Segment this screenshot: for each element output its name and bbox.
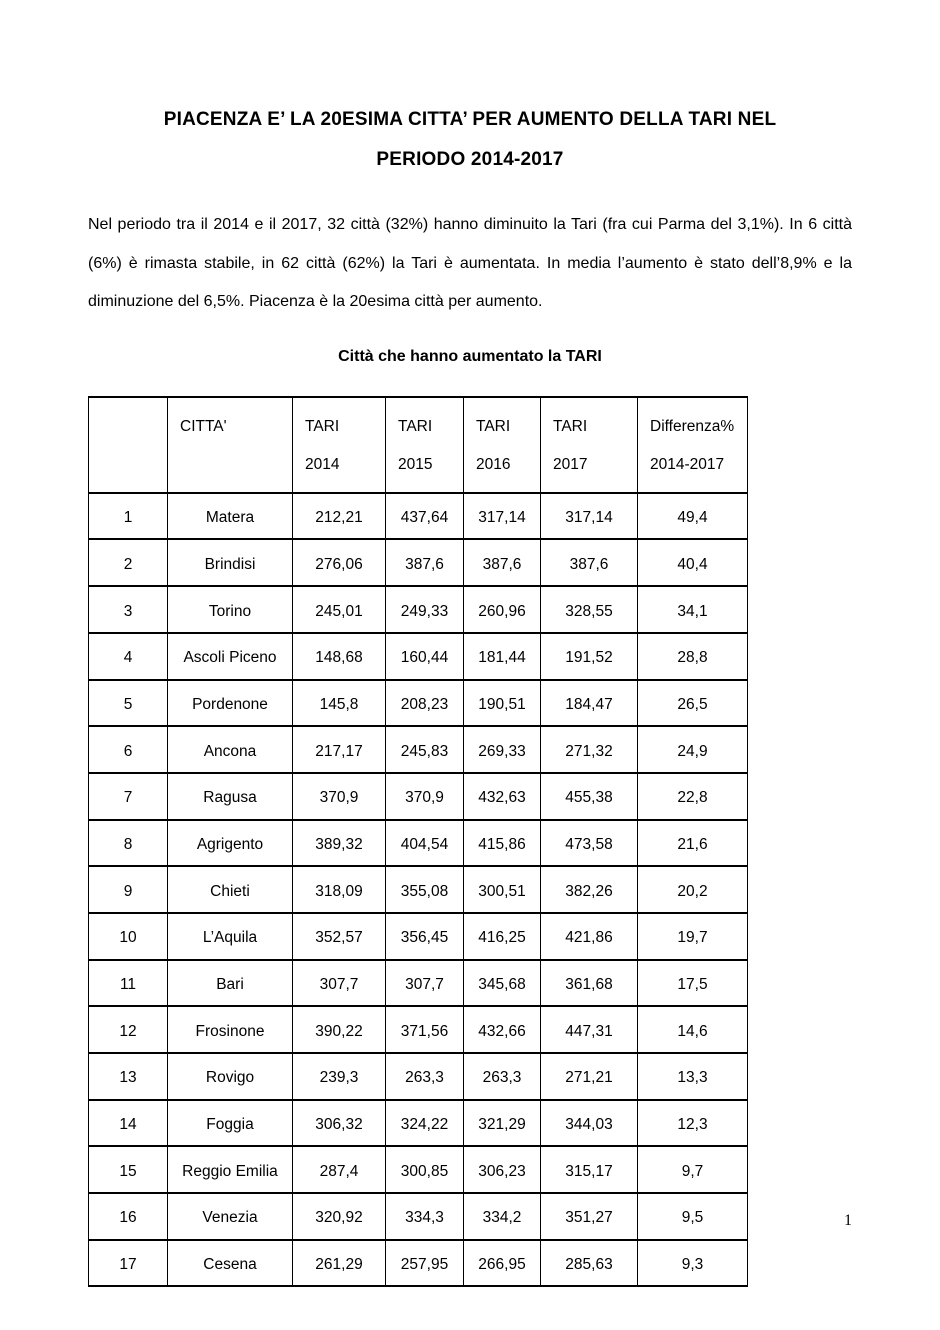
table-cell: 334,2 (464, 1193, 541, 1240)
table-cell: 344,03 (541, 1100, 638, 1147)
table-row (89, 773, 748, 820)
column-header: TARI 2017 (541, 397, 638, 493)
table-cell: 432,66 (464, 1006, 541, 1053)
table-cell: 455,38 (541, 773, 638, 820)
table-cell: 8 (89, 820, 168, 867)
table-cell: 217,17 (293, 726, 386, 773)
table-cell: Pordenone (168, 680, 293, 727)
table-cell: 181,44 (464, 633, 541, 680)
table-cell: 9,3 (638, 1240, 748, 1287)
table-cell: 12,3 (638, 1100, 748, 1147)
table-row (89, 960, 748, 1007)
table-cell: 318,09 (293, 866, 386, 913)
table-cell: 4 (89, 633, 168, 680)
table-cell: 14 (89, 1100, 168, 1147)
table-row (89, 820, 748, 867)
table-cell: 24,9 (638, 726, 748, 773)
table-cell: Foggia (168, 1100, 293, 1147)
table-cell: Ancona (168, 726, 293, 773)
table-cell: Venezia (168, 1193, 293, 1240)
table-cell: 26,5 (638, 680, 748, 727)
table-cell: 3 (89, 586, 168, 633)
table-cell: 28,8 (638, 633, 748, 680)
table-cell: 19,7 (638, 913, 748, 960)
table-cell: 320,92 (293, 1193, 386, 1240)
table-row (89, 1100, 748, 1147)
table-cell: 184,47 (541, 680, 638, 727)
table-cell: 306,23 (464, 1146, 541, 1193)
table-cell: 191,52 (541, 633, 638, 680)
table-cell: Torino (168, 586, 293, 633)
table-cell: 269,33 (464, 726, 541, 773)
table-cell: 355,08 (386, 866, 464, 913)
table-row (89, 493, 748, 540)
table-row (89, 539, 748, 586)
table-cell: 276,06 (293, 539, 386, 586)
table-cell: 15 (89, 1146, 168, 1193)
table-cell: 249,33 (386, 586, 464, 633)
table-cell: 2 (89, 539, 168, 586)
table-cell: 22,8 (638, 773, 748, 820)
table-cell: 10 (89, 913, 168, 960)
table-cell: Matera (168, 493, 293, 540)
table-cell: 285,63 (541, 1240, 638, 1287)
table-cell: 306,32 (293, 1100, 386, 1147)
table-cell: 263,3 (386, 1053, 464, 1100)
table-cell: 245,01 (293, 586, 386, 633)
table-cell: 300,51 (464, 866, 541, 913)
table-cell: 16 (89, 1193, 168, 1240)
table-cell: 317,14 (464, 493, 541, 540)
column-header: Differenza% 2014-2017 (638, 397, 748, 493)
table-cell: 387,6 (386, 539, 464, 586)
column-header: TARI 2014 (293, 397, 386, 493)
table-cell: 387,6 (541, 539, 638, 586)
table-cell: 263,3 (464, 1053, 541, 1100)
table-cell: Rovigo (168, 1053, 293, 1100)
table-cell: 415,86 (464, 820, 541, 867)
table-cell: Agrigento (168, 820, 293, 867)
document-content (88, 0, 852, 1287)
table-cell: 21,6 (638, 820, 748, 867)
table-cell: 287,4 (293, 1146, 386, 1193)
table-body (89, 493, 748, 1287)
table-cell: Ascoli Piceno (168, 633, 293, 680)
table-cell: 34,1 (638, 586, 748, 633)
table-cell: 190,51 (464, 680, 541, 727)
table-cell: 421,86 (541, 913, 638, 960)
table-cell: 40,4 (638, 539, 748, 586)
table-caption: Città che hanno aumentato la TARI (338, 347, 602, 365)
document-title (88, 100, 852, 180)
table-row (89, 1006, 748, 1053)
table-cell: 257,95 (386, 1240, 464, 1287)
table-cell: 13 (89, 1053, 168, 1100)
table-cell: 307,7 (386, 960, 464, 1007)
table-cell: Reggio Emilia (168, 1146, 293, 1193)
table-cell: 6 (89, 726, 168, 773)
table-cell: 361,68 (541, 960, 638, 1007)
table-row (89, 633, 748, 680)
tari-table (88, 396, 748, 1288)
column-header: TARI 2016 (464, 397, 541, 493)
table-cell: 324,22 (386, 1100, 464, 1147)
table-cell: 334,3 (386, 1193, 464, 1240)
table-cell: 317,14 (541, 493, 638, 540)
table-cell: 371,56 (386, 1006, 464, 1053)
document-title-line1: PIACENZA E’ LA 20ESIMA CITTA’ PER AUMENTO DELLA TARI NEL (163, 109, 777, 130)
table-cell: 351,27 (541, 1193, 638, 1240)
table-cell: 300,85 (386, 1146, 464, 1193)
table-cell: 389,32 (293, 820, 386, 867)
table-row (89, 1193, 748, 1240)
table-cell: 271,21 (541, 1053, 638, 1100)
table-row (89, 680, 748, 727)
table-cell: 17 (89, 1240, 168, 1287)
table-cell: 307,7 (293, 960, 386, 1007)
table-cell: Ragusa (168, 773, 293, 820)
table-cell: 5 (89, 680, 168, 727)
table-cell: 1 (89, 493, 168, 540)
table-cell: 49,4 (638, 493, 748, 540)
table-cell: 271,32 (541, 726, 638, 773)
table-cell: 404,54 (386, 820, 464, 867)
table-cell: 14,6 (638, 1006, 748, 1053)
table-cell: 370,9 (293, 773, 386, 820)
table-cell: 432,63 (464, 773, 541, 820)
table-cell: 17,5 (638, 960, 748, 1007)
table-cell: 328,55 (541, 586, 638, 633)
table-header-row (89, 397, 748, 493)
table-cell: L’Aquila (168, 913, 293, 960)
table-row (89, 726, 748, 773)
table-cell: Frosinone (168, 1006, 293, 1053)
table-cell: 9,7 (638, 1146, 748, 1193)
table-cell: 260,96 (464, 586, 541, 633)
table-cell: 7 (89, 773, 168, 820)
table-cell: 437,64 (386, 493, 464, 540)
table-row (89, 586, 748, 633)
table-cell: 473,58 (541, 820, 638, 867)
table-cell: 9 (89, 866, 168, 913)
table-cell: 345,68 (464, 960, 541, 1007)
table-row (89, 866, 748, 913)
table-cell: 11 (89, 960, 168, 1007)
table-cell: 208,23 (386, 680, 464, 727)
table-cell: 382,26 (541, 866, 638, 913)
table-cell: 416,25 (464, 913, 541, 960)
table-cell: 356,45 (386, 913, 464, 960)
column-header (89, 397, 168, 493)
table-cell: 245,83 (386, 726, 464, 773)
table-cell: 315,17 (541, 1146, 638, 1193)
table-cell: 266,95 (464, 1240, 541, 1287)
table-cell: 12 (89, 1006, 168, 1053)
table-cell: 390,22 (293, 1006, 386, 1053)
table-row (89, 1053, 748, 1100)
table-cell: 13,3 (638, 1053, 748, 1100)
table-cell: Brindisi (168, 539, 293, 586)
column-header: TARI 2015 (386, 397, 464, 493)
table-cell: 239,3 (293, 1053, 386, 1100)
column-header: CITTA' (168, 397, 293, 493)
table-cell: Chieti (168, 866, 293, 913)
table-cell: 148,68 (293, 633, 386, 680)
table-row (89, 1240, 748, 1287)
table-cell: 387,6 (464, 539, 541, 586)
table-cell: 212,21 (293, 493, 386, 540)
table-row (89, 1146, 748, 1193)
table-cell: Bari (168, 960, 293, 1007)
table-cell: Cesena (168, 1240, 293, 1287)
table-cell: 145,8 (293, 680, 386, 727)
page-number: 1 (844, 1212, 852, 1229)
table-cell: 160,44 (386, 633, 464, 680)
document-title-line2: PERIODO 2014-2017 (376, 149, 564, 170)
table-cell: 352,57 (293, 913, 386, 960)
intro-paragraph: Nel periodo tra il 2014 e il 2017, 32 città (32%) hanno diminuito la Tari (fra cui Parma del 3,1%). In 6 città (6%) è rimasta stabile, in 62 città (62%) la Tari è aumentata. In media l’aumento è stato dell’8,9% e la diminuzione del 6,5%. Piacenza è la 20esima città per aumento. (88, 216, 852, 311)
table-cell: 20,2 (638, 866, 748, 913)
table-cell: 321,29 (464, 1100, 541, 1147)
table-row (89, 913, 748, 960)
table-cell: 261,29 (293, 1240, 386, 1287)
table-cell: 447,31 (541, 1006, 638, 1053)
table-cell: 9,5 (638, 1193, 748, 1240)
table-cell: 370,9 (386, 773, 464, 820)
